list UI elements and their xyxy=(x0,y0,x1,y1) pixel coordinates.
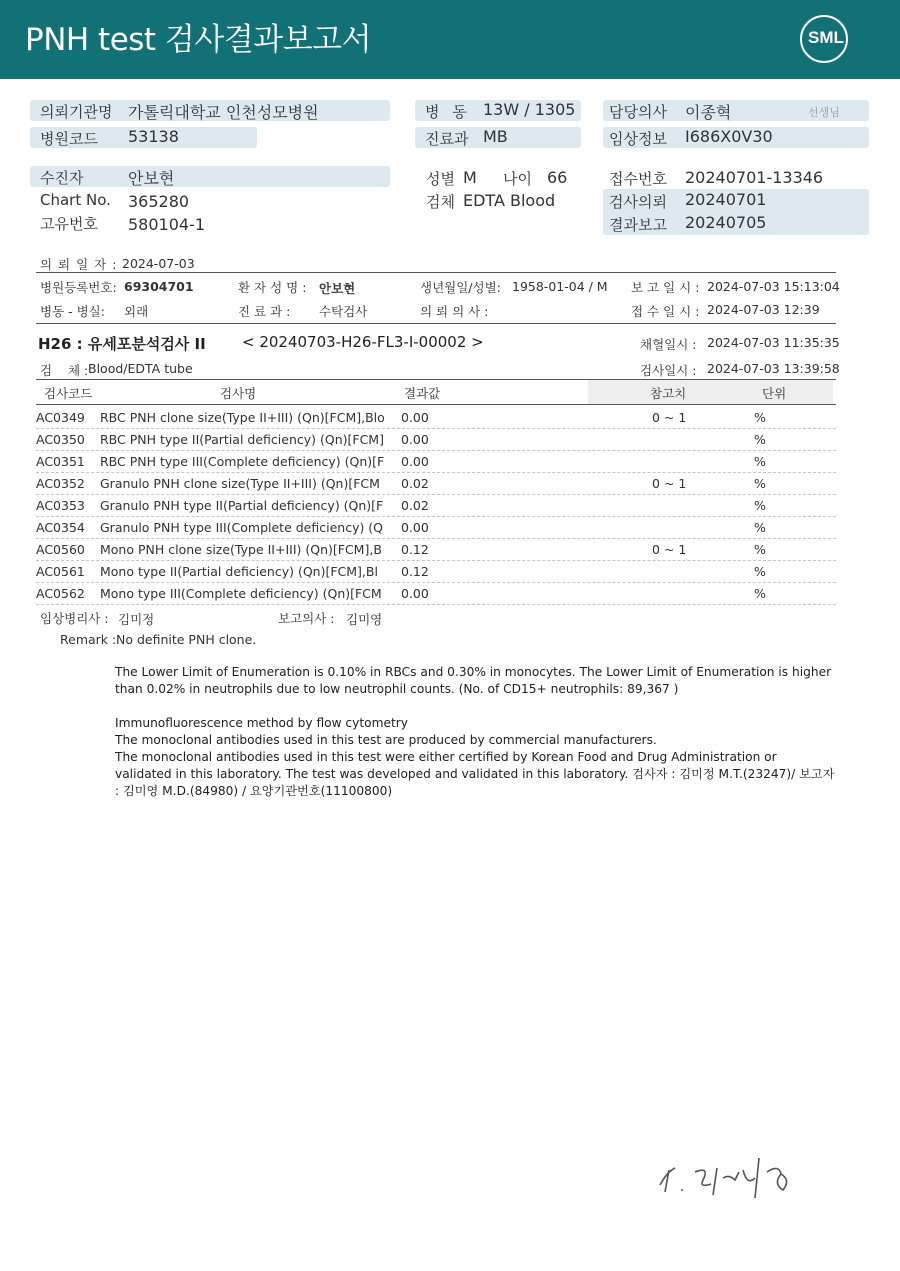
table-row xyxy=(36,583,836,605)
th-unit: 단위 xyxy=(762,386,787,401)
th-result: 결과값 xyxy=(404,386,441,401)
divider xyxy=(36,323,836,324)
cell-unit: % xyxy=(754,520,766,535)
dob: 1958-01-04 / M xyxy=(512,279,608,294)
th-name: 검사명 xyxy=(220,386,257,401)
cell-result: 0.00 xyxy=(401,586,429,601)
cell-name: Mono type III(Complete deficiency) (Qn)[FCM xyxy=(100,586,382,601)
patient-name: 안보현 xyxy=(319,281,356,296)
meta-dept: 수탁검사 xyxy=(319,304,368,319)
institution-value: 가톨릭대학교 인천성모병원 xyxy=(128,103,319,122)
cell-result: 0.02 xyxy=(401,476,429,491)
cell-unit: % xyxy=(754,476,766,491)
cell-unit: % xyxy=(754,498,766,513)
cell-name: Granulo PNH type III(Complete deficiency) (Q xyxy=(100,520,384,535)
cell-name: RBC PNH type II(Partial deficiency) (Qn)[FCM] xyxy=(100,432,384,447)
cell-result: 0.00 xyxy=(401,520,429,535)
cell-code: AC0349 xyxy=(36,410,85,425)
cell-unit: % xyxy=(754,564,766,579)
cell-ref: 0 ~ 1 xyxy=(652,410,687,425)
cell-code: AC0351 xyxy=(36,454,85,469)
test-code: < 20240703-H26-FL3-I-00002 > xyxy=(242,333,484,351)
table-row xyxy=(36,495,836,517)
cell-unit: % xyxy=(754,454,766,469)
cell-unit: % xyxy=(754,542,766,557)
clinical-box: 임상정보 I686X0V30 xyxy=(603,127,869,148)
unique-label: 고유번호 xyxy=(40,215,98,233)
cell-code: AC0354 xyxy=(36,520,85,535)
doctor-box: 담당의사 이종혁 선생님 xyxy=(603,100,869,121)
cell-result: 0.02 xyxy=(401,498,429,513)
th-code: 검사코드 xyxy=(44,386,93,401)
receipt-date: 2024-07-03 12:39 xyxy=(707,302,820,317)
table-row xyxy=(36,407,836,429)
cell-code: AC0561 xyxy=(36,564,85,579)
collect-time: 2024-07-03 11:35:35 xyxy=(707,335,840,350)
unique-value: 580104-1 xyxy=(128,215,206,234)
chart-label: Chart No. xyxy=(40,191,111,209)
table-row xyxy=(36,429,836,451)
table-header-shade xyxy=(588,380,833,404)
cell-code: AC0352 xyxy=(36,476,85,491)
method-line-2: The monoclonal antibodies used in this test are produced by commercial manufacturers. xyxy=(115,733,657,747)
cell-name: Granulo PNH clone size(Type II+III) (Qn)[FCM xyxy=(100,476,380,491)
cell-unit: % xyxy=(754,586,766,601)
dept-box: 진료과 MB xyxy=(415,127,581,148)
test-time: 2024-07-03 13:39:58 xyxy=(707,361,840,376)
test-specimen: Blood/EDTA tube xyxy=(88,361,193,376)
ward-box: 병 동 13W / 1305 xyxy=(415,100,581,121)
cell-code: AC0353 xyxy=(36,498,85,513)
cell-unit: % xyxy=(754,432,766,447)
cell-result: 0.00 xyxy=(401,410,429,425)
table-row xyxy=(36,539,836,561)
reg-no: 69304701 xyxy=(124,279,194,294)
cell-name: Granulo PNH type II(Partial deficiency) (Qn)[F xyxy=(100,498,384,513)
th-ref: 참고치 xyxy=(650,386,687,401)
receipt-value: 20240701-13346 xyxy=(685,168,824,187)
specimen-value: EDTA Blood xyxy=(463,191,556,210)
cell-name: Mono PNH clone size(Type II+III) (Qn)[FCM],B xyxy=(100,542,382,557)
hospital-code-box: 병원코드 53138 xyxy=(30,127,257,148)
cell-code: AC0560 xyxy=(36,542,85,557)
cell-code: AC0562 xyxy=(36,586,85,601)
cell-result: 0.12 xyxy=(401,564,429,579)
cell-name: RBC PNH clone size(Type II+III) (Qn)[FCM],Blo xyxy=(100,410,385,425)
meta-ward: 외래 xyxy=(124,304,149,319)
report-header xyxy=(0,0,900,79)
age-value: 66 xyxy=(547,168,568,187)
request-date: 2024-07-03 xyxy=(122,256,195,271)
cell-result: 0.00 xyxy=(401,454,429,469)
divider xyxy=(36,272,836,273)
sex-value: M xyxy=(463,168,477,187)
test-section-title: H26 : 유세포분석검사 II xyxy=(38,335,206,353)
cell-name: Mono type II(Partial deficiency) (Qn)[FCM],Bl xyxy=(100,564,378,579)
table-row xyxy=(36,451,836,473)
pathologist-name: 김미정 xyxy=(118,612,155,627)
chart-value: 365280 xyxy=(128,192,190,211)
cell-name: RBC PNH type III(Complete deficiency) (Qn)[F xyxy=(100,454,385,469)
row-divider xyxy=(36,604,836,605)
cell-ref: 0 ~ 1 xyxy=(652,476,687,491)
report-title: PNH test 검사결과보고서 xyxy=(25,22,372,58)
handwritten-signature xyxy=(655,1150,805,1210)
table-row xyxy=(36,517,836,539)
cell-ref: 0 ~ 1 xyxy=(652,542,687,557)
report-doctor-name: 김미영 xyxy=(346,612,383,627)
table-row xyxy=(36,473,836,495)
table-header-border xyxy=(36,404,836,405)
cell-result: 0.00 xyxy=(401,432,429,447)
cell-unit: % xyxy=(754,410,766,425)
method-line-3: The monoclonal antibodies used in this test were either certified by Korean Food and Drug Administration or validated in this laboratory. The test was developed and validated in this laboratory. 검사자 : 김미정 M.T.(23247)/ 보고자 : 김미영 M.D.(84980) / 요양기관번호(11100800) xyxy=(115,750,835,798)
method-line-1: Immunofluorescence method by flow cytometry xyxy=(115,716,408,730)
patient-name-box: 수진자 안보현 xyxy=(30,166,390,187)
table-row xyxy=(36,561,836,583)
institution-box: 의뢰기관명 가톨릭대학교 인천성모병원 xyxy=(30,100,390,121)
cell-result: 0.12 xyxy=(401,542,429,557)
cell-code: AC0350 xyxy=(36,432,85,447)
remark-paragraph-1: The Lower Limit of Enumeration is 0.10% in RBCs and 0.30% in monocytes. The Lower Limit of Enumeration is higher than 0.02% in neutrophils due to low neutrophil counts. (No. of CD15+ neutrophils: 89,367 ) xyxy=(115,665,832,696)
sml-logo: SML xyxy=(800,15,848,63)
report-date: 2024-07-03 15:13:04 xyxy=(707,279,840,294)
remark-text: No definite PNH clone. xyxy=(116,632,257,647)
dates-box: 검사의뢰 20240701 결과보고 20240705 xyxy=(603,189,869,235)
